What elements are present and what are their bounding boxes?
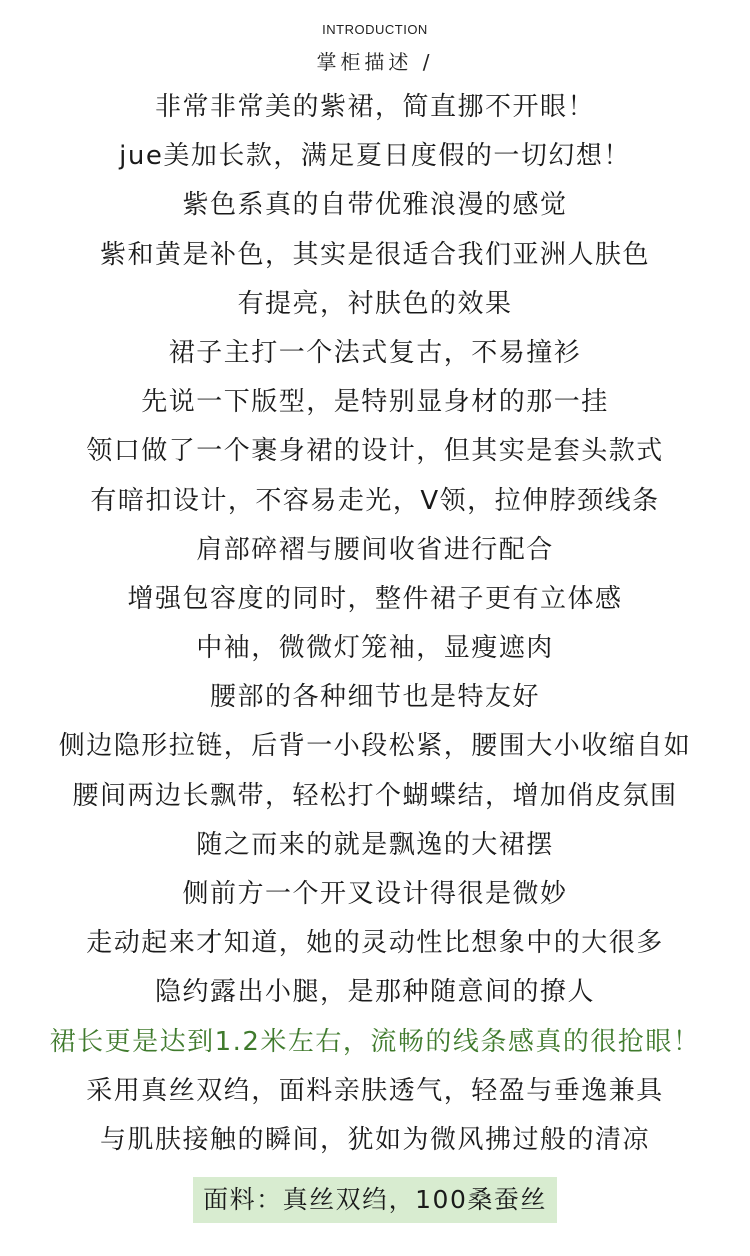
description-line-highlight: 裙长更是达到1.2米左右，流畅的线条感真的很抢眼！ (49, 1026, 701, 1057)
description-line: 侧前方一个开叉设计得很是微妙 (182, 879, 568, 909)
description-line: 走动起来才知道，她的灵动性比想象中的大很多 (86, 928, 664, 959)
description-line: 紫和黄是补色，其实是很适合我们亚洲人肤色 (99, 239, 650, 270)
description-line: jue美加长款，满足夏日度假的一切幻想！ (119, 141, 631, 172)
description-line: 有暗扣设计，不容易走光，V领，拉伸脖颈线条 (90, 485, 660, 516)
description-line: 紫色系真的自带优雅浪漫的感觉 (182, 190, 568, 221)
description-line: 肩部碎褶与腰间收省进行配合 (196, 534, 554, 565)
intro-heading-en: INTRODUCTION (322, 22, 428, 37)
description-line: 腰间两边长飘带，轻松打个蝴蝶结，增加俏皮氛围 (72, 780, 678, 811)
description-line: 腰部的各种细节也是特友好 (209, 682, 540, 713)
description-line: 中袖，微微灯笼袖，显瘦遮肉 (196, 633, 554, 664)
description-line: 增强包容度的同时，整件裙子更有立体感 (127, 583, 623, 614)
fabric-label: 面料：真丝双绉，100桑蚕丝 (193, 1177, 557, 1223)
description-line: 先说一下版型，是特别显身材的那一挂 (141, 387, 609, 418)
description-lines (0, 87, 750, 1169)
description-line: 采用真丝双绉，面料亲肤透气，轻盈与垂逸兼具 (86, 1075, 664, 1106)
description-line: 隐约露出小腿，是那种随意间的撩人 (154, 977, 595, 1008)
description-line: 非常非常美的紫裙，简直挪不开眼！ (154, 92, 595, 122)
description-line: 裙子主打一个法式复古，不易撞衫 (168, 337, 582, 368)
fabric-label-row (0, 1177, 750, 1223)
intro-heading-cn: 掌柜描述 / (316, 50, 434, 74)
description-line: 随之而来的就是飘逸的大裙摆 (196, 829, 554, 860)
description-line: 有提亮，衬肤色的效果 (237, 288, 513, 319)
description-line: 侧边隐形拉链，后背一小段松紧，腰围大小收缩自如 (58, 731, 692, 762)
description-line: 领口做了一个裹身裙的设计，但其实是套头款式 (86, 436, 664, 467)
description-line: 与肌肤接触的瞬间，犹如为微风拂过般的清凉 (99, 1124, 650, 1155)
